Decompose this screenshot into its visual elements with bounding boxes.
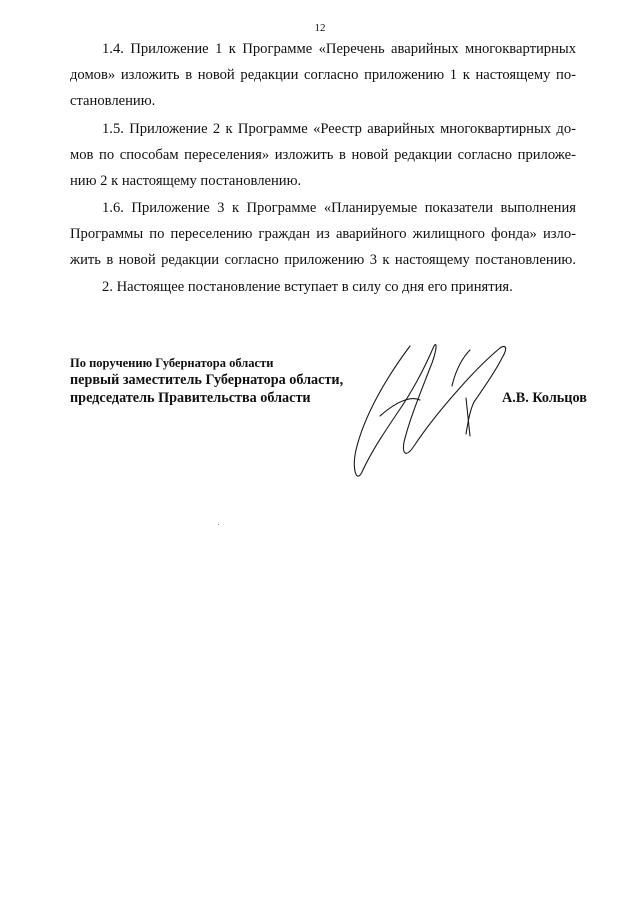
position-line-1: первый заместитель Губернатора области, bbox=[70, 372, 344, 388]
handwritten-signature bbox=[346, 338, 526, 486]
paragraph-line: 1.6. Приложение 3 к Программе «Планируемые показатели выполнения bbox=[102, 200, 576, 216]
paragraph-line: 1.5. Приложение 2 к Программе «Реестр аварийных многоквартирных до- bbox=[102, 121, 576, 137]
paragraph-line: 2. Настоящее постановление вступает в силу со дня его принятия. bbox=[102, 279, 513, 295]
scan-speck bbox=[218, 524, 219, 525]
paragraph-line: 1.4. Приложение 1 к Программе «Перечень аварийных многоквартирных bbox=[102, 41, 576, 57]
paragraph-line: жить в новой редакции согласно приложению 3 к настоящему постановлению. bbox=[70, 252, 576, 268]
paragraph-line: нию 2 к настоящему постановлению. bbox=[70, 173, 302, 189]
paragraph-line: мов по способам переселения» изложить в новой редакции согласно приложе- bbox=[70, 147, 576, 163]
on-behalf-label: По поручению Губернатора области bbox=[70, 356, 274, 370]
position-line-2: председатель Правительства области bbox=[70, 390, 311, 406]
paragraph-line: становлению. bbox=[70, 93, 156, 109]
paragraph-line: домов» изложить в новой редакции согласно приложению 1 к настоящему по- bbox=[70, 67, 576, 83]
signer-name: А.В. Кольцов bbox=[502, 390, 587, 406]
paragraph-line: Программы по переселению граждан из аварийного жилищного фонда» изло- bbox=[70, 226, 576, 242]
page-number: 12 bbox=[314, 22, 326, 34]
